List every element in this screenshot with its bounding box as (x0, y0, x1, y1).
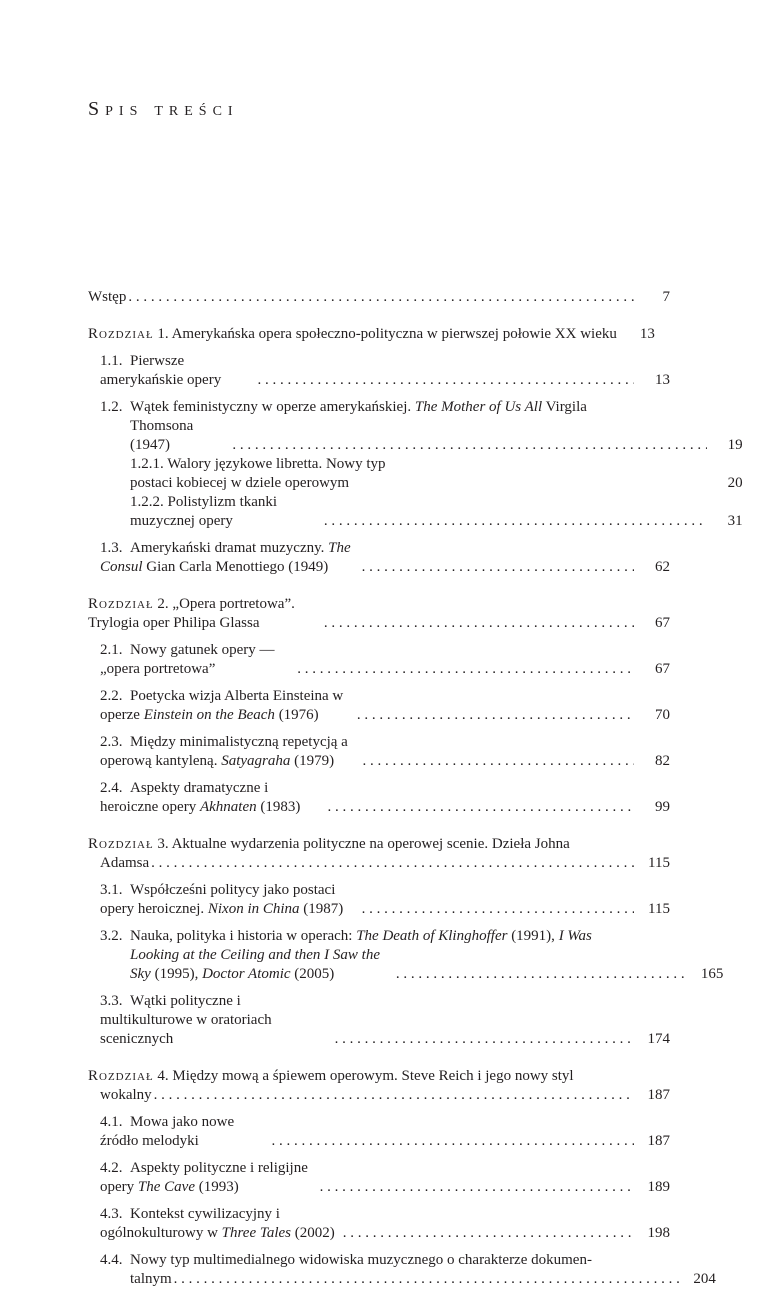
toc-entry-4-3[interactable] (88, 1205, 670, 1243)
leader-dots (396, 965, 688, 984)
chapter-label: Rozdział (88, 1068, 154, 1084)
leader-dots (335, 1030, 634, 1049)
section-number: 1.1. (100, 353, 123, 369)
toc-entry-title-line2: talnym (130, 1271, 172, 1287)
section-number: 4.2. (100, 1160, 123, 1176)
section-number: 2.2. (100, 688, 123, 704)
toc-page-number: 31 (727, 513, 743, 529)
work-title: Doctor Atomic (202, 966, 291, 982)
leader-dots (232, 436, 706, 455)
toc-chapter-1[interactable] (88, 325, 670, 344)
toc-entry-title-cont: (1979) (290, 753, 335, 769)
leader-dots (327, 798, 634, 817)
toc-entry-title: Kontekst cywilizacyjny i ogólnokulturowy w (100, 1206, 280, 1241)
toc-page-number: 19 (727, 437, 743, 453)
toc-page-number: 187 (647, 1133, 670, 1149)
leader-dots (174, 1270, 680, 1289)
toc-chapter-2[interactable] (88, 595, 670, 633)
leader-dots (258, 371, 634, 390)
leader-dots (271, 1132, 634, 1151)
work-title: The Death of Klinghoffer (356, 928, 508, 944)
toc-page-number: 165 (700, 966, 724, 982)
leader-dots (151, 854, 634, 873)
toc-page-number: 70 (655, 707, 670, 723)
toc-page-number: 174 (647, 1031, 670, 1047)
toc-entry-3-1[interactable] (88, 881, 670, 919)
toc-page-number: 198 (647, 1225, 670, 1241)
toc-page-number: 115 (648, 901, 670, 917)
toc-entry-title-cont: Virgila (542, 399, 587, 415)
work-title: Nixon in China (207, 901, 300, 917)
toc-entry-1-1[interactable] (88, 352, 670, 390)
toc-page-number: 115 (648, 855, 670, 871)
toc-chapter-3[interactable] (88, 835, 670, 873)
toc-entry-title-cont: (2002) (291, 1225, 335, 1241)
toc-entry-wstep[interactable] (88, 288, 670, 307)
leader-dots (324, 614, 634, 633)
section-number: 4.3. (100, 1206, 123, 1222)
toc-entry-2-3[interactable] (88, 733, 670, 771)
toc-entry-title-line2: Thomsona (1947) (130, 418, 194, 453)
toc-entry-title-cont: (1991), (507, 928, 559, 944)
toc-page-number: 82 (655, 753, 670, 769)
section-number: 3.3. (100, 993, 123, 1009)
chapter-label: Rozdział (88, 836, 154, 852)
toc-entry-4-1[interactable] (88, 1113, 670, 1151)
toc-entry-title: Wątek feministyczny w operze amerykańskiej. (130, 399, 415, 415)
section-number: 3.1. (100, 882, 123, 898)
toc-entry-4-2[interactable] (88, 1159, 670, 1197)
toc-entry-title-cont: (2005) (290, 966, 335, 982)
toc-entry-2-1[interactable] (88, 641, 670, 679)
leader-dots (362, 900, 634, 919)
toc-entry-title: Między minimalistyczną repetycją a operową kantyleną. (100, 734, 348, 769)
leader-dots (362, 752, 634, 771)
section-number: 1.3. (100, 540, 123, 556)
toc-entry-2-4[interactable] (88, 779, 670, 817)
toc-entry-title: Nowy typ multimedialnego widowiska muzycznego o charakterze dokumen- (130, 1252, 592, 1268)
toc-entry-title-cont: (1993) (194, 1179, 239, 1195)
leader-dots (154, 1086, 634, 1105)
leader-dots (320, 1178, 634, 1197)
toc-entry-title: Współcześni politycy jako postaci opery heroicznej. (100, 882, 336, 917)
toc-entry-1-2[interactable] (88, 398, 743, 531)
toc-entry-title: Aspekty polityczne i religijne opery (100, 1160, 308, 1195)
toc-entry-title: Wstęp (88, 289, 127, 305)
toc-page-number: 62 (655, 559, 670, 575)
toc-entry-title: Poetycka wizja Alberta Einsteina w operze (100, 688, 344, 723)
toc-entry-title-cont: (1976) (274, 707, 319, 723)
toc-entry-title-cont: (1995), (150, 966, 203, 982)
toc-entry-title: 3. Aktualne wydarzenia polityczne na operowej scenie. Dzieła Johna (153, 836, 570, 852)
leader-dots (128, 288, 634, 307)
toc-page-number: 67 (655, 661, 670, 677)
work-title: Einstein on the Beach (143, 707, 275, 723)
section-number: 4.1. (100, 1114, 123, 1130)
toc-entry-title: 1.2.1. Walory językowe libretta. Nowy typ postaci kobiecej w dziele operowym (130, 456, 386, 491)
work-title: Satyagraha (221, 753, 291, 769)
toc-entry-title: Nauka, polityka i historia w operach: (130, 928, 357, 944)
toc-entry-title: Aspekty dramatyczne i heroiczne opery (100, 780, 269, 815)
toc-entry-title-cont: (1983) (256, 799, 301, 815)
work-title: The Cave (137, 1179, 195, 1195)
chapter-label: Rozdział (88, 596, 154, 612)
work-title: Akhnaten (199, 799, 257, 815)
section-number: 3.2. (100, 928, 123, 944)
toc-entry-title: Nowy gatunek opery — „opera portretowa” (100, 642, 275, 677)
section-number: 2.1. (100, 642, 123, 658)
toc-entry-title: 4. Między mową a śpiewem operowym. Steve Reich i jego nowy styl (153, 1068, 574, 1084)
leader-dots (362, 558, 634, 577)
toc-page-number: 7 (662, 289, 670, 305)
toc-entry-1-2-1[interactable] (130, 455, 743, 493)
section-number: 2.4. (100, 780, 123, 796)
toc-entry-title: 1. Amerykańska opera społeczno-polityczna w pierwszej połowie XX wieku (153, 326, 617, 342)
toc-chapter-4[interactable] (88, 1067, 670, 1105)
toc-entry-1-3[interactable] (88, 539, 670, 577)
toc-entry-title: Wątki polityczne i multikulturowe w oratoriach scenicznych (100, 993, 272, 1047)
toc-entry-title: Pierwsze amerykańskie opery (100, 353, 222, 388)
section-number: 4.4. (100, 1252, 123, 1268)
work-title: The Consul (100, 540, 351, 575)
toc-entry-title: 2. „Opera portretowa”. Trylogia oper Philipa Glassa (88, 596, 295, 631)
page-title: Spis treści (88, 98, 239, 120)
toc-entry-3-3[interactable] (88, 992, 670, 1049)
toc-page-number: 189 (647, 1179, 670, 1195)
work-title: The Mother of Us All (414, 399, 543, 415)
toc-entry-2-2[interactable] (88, 687, 670, 725)
leader-dots (357, 706, 634, 725)
leader-dots (343, 1224, 634, 1243)
toc-entry-title-cont: (1987) (299, 901, 344, 917)
work-title: I Was (558, 928, 592, 944)
section-number: 1.2. (100, 399, 123, 415)
toc-entry-3-2[interactable] (88, 927, 724, 984)
table-of-contents (88, 288, 743, 1289)
toc-entry-1-2-2[interactable] (130, 493, 743, 531)
toc-entry-title: Amerykański dramat muzyczny. (130, 540, 329, 556)
toc-entry-title-cont: Gian Carla Menottiego (1949) (142, 559, 329, 575)
toc-entry-title-line2: wokalny (100, 1087, 152, 1103)
toc-entry-title: 1.2.2. Polistylizm tkanki muzycznej opery (130, 494, 278, 529)
work-title: Looking at the Ceiling and then I Saw the Sky (130, 947, 380, 982)
toc-page-number: 204 (693, 1271, 716, 1287)
section-number: 2.3. (100, 734, 123, 750)
toc-entry-title: Mowa jako nowe źródło melodyki (100, 1114, 235, 1149)
work-title: Three Tales (221, 1225, 291, 1241)
toc-entry-title-line2: Adamsa (100, 855, 150, 871)
toc-page-number: 67 (655, 615, 670, 631)
toc-page-number: 20 (727, 475, 743, 491)
toc-page-number: 187 (647, 1087, 670, 1103)
toc-page-number: 13 (639, 326, 655, 342)
leader-dots (297, 660, 634, 679)
toc-page-number: 99 (655, 799, 670, 815)
chapter-label: Rozdział (88, 326, 154, 342)
toc-page-number: 13 (655, 372, 670, 388)
toc-entry-4-4[interactable] (88, 1251, 716, 1289)
leader-dots (324, 512, 707, 531)
